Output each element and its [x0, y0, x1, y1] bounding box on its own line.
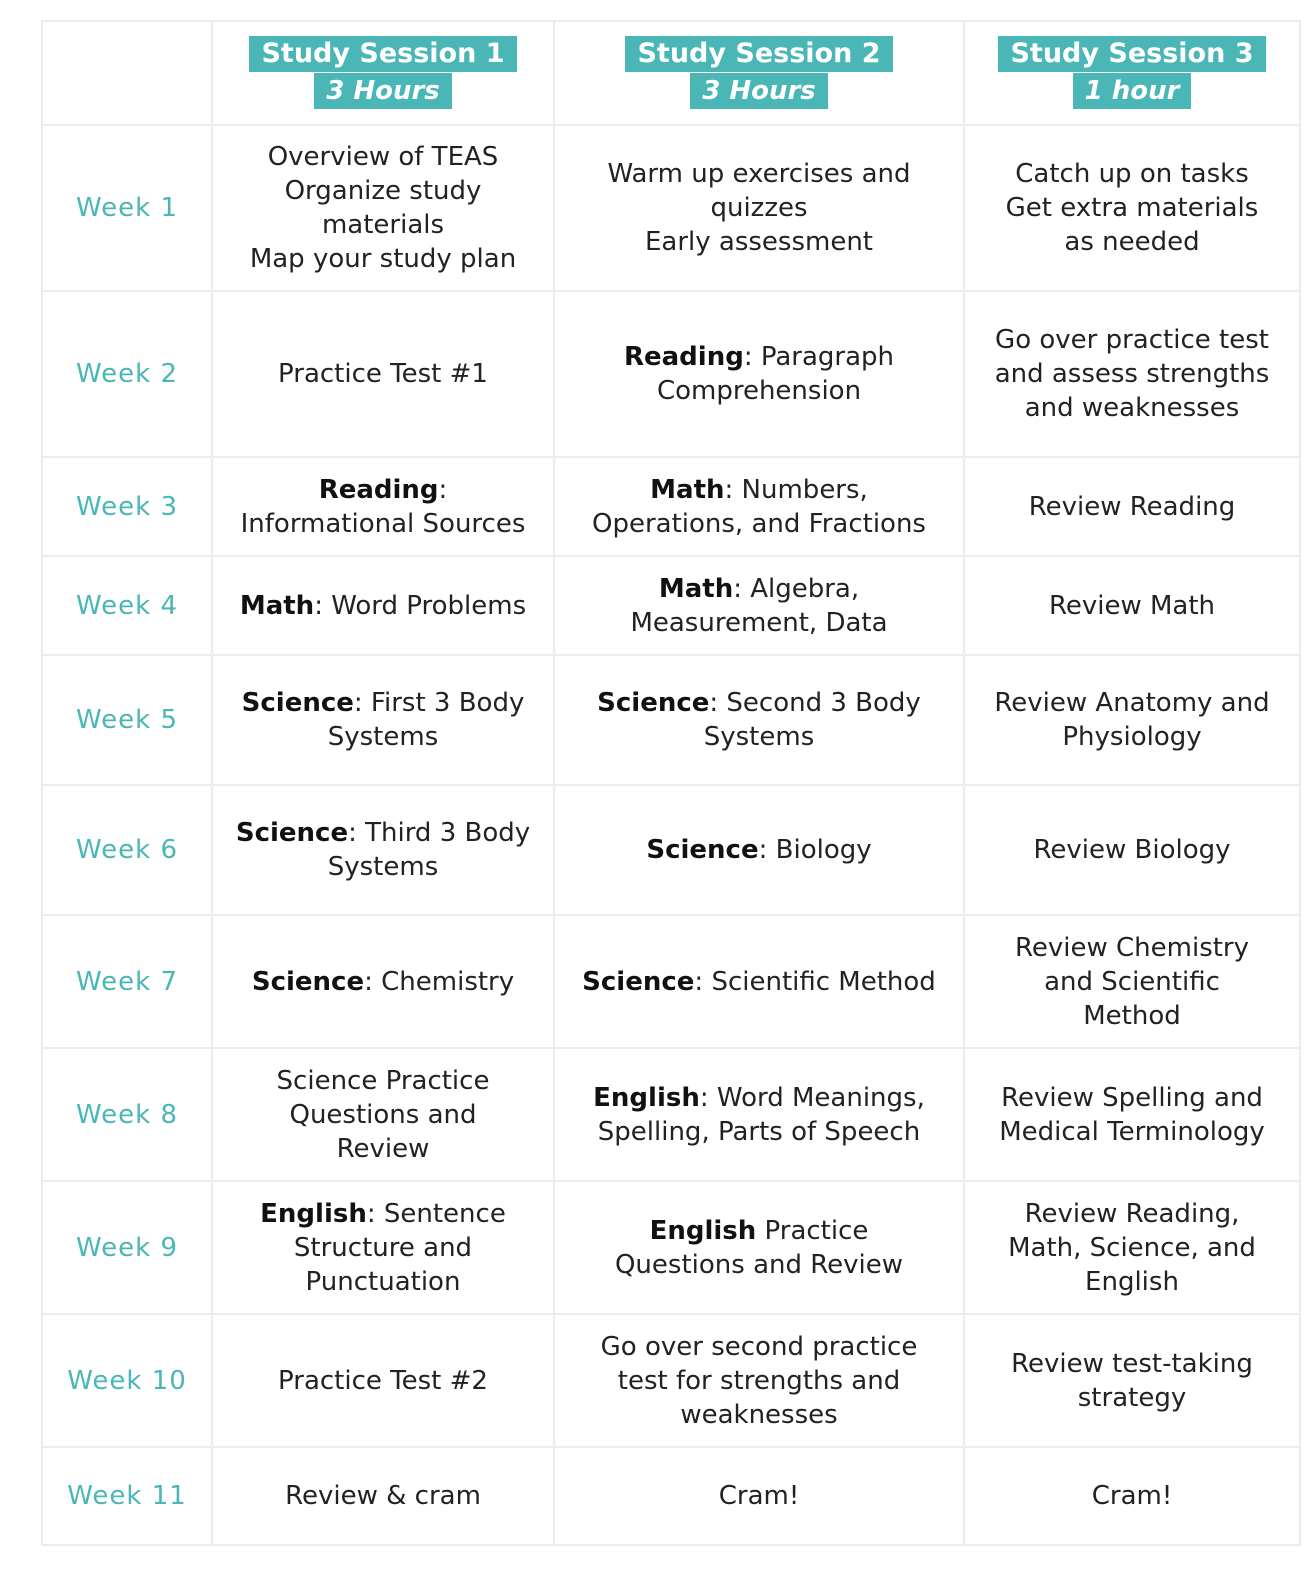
session-2-cell — [554, 291, 964, 457]
week-label: Week 9 — [42, 1181, 212, 1314]
cell-content — [563, 686, 955, 754]
task-text: Practice Questions and Review — [614, 1215, 904, 1280]
subject-label: Science — [646, 835, 759, 865]
cell-content — [563, 157, 955, 259]
week-label: Week 6 — [42, 785, 212, 915]
session-2-cell — [554, 125, 964, 291]
task-text: Review Chemistry and Scientific Method — [1014, 932, 1250, 1031]
cell-content — [973, 833, 1291, 867]
subject-label: English — [260, 1198, 367, 1229]
week-label: Week 3 — [42, 457, 212, 556]
subject-label: Reading — [318, 474, 439, 505]
task-text: Review Reading, Math, Science, and English — [1008, 1198, 1256, 1297]
task-text: : Second 3 Body Systems — [703, 688, 921, 752]
session-duration: 1 hour — [1073, 73, 1192, 109]
session-3-cell — [964, 1048, 1300, 1181]
week-label: Week 8 — [42, 1048, 212, 1181]
subject-label: Reading — [623, 342, 744, 372]
task-text: Go over practice test and assess strengths and weaknesses — [994, 325, 1270, 423]
week-row — [42, 1181, 1300, 1314]
study-schedule-table — [41, 20, 1301, 1546]
task-text: Practice Test #2 — [278, 1365, 488, 1396]
week-label: Week 5 — [42, 655, 212, 785]
week-row — [42, 556, 1300, 655]
session-1-cell — [212, 457, 554, 556]
week-label: Week 1 — [42, 125, 212, 291]
session-3-cell — [964, 1447, 1300, 1545]
session-1-cell — [212, 125, 554, 291]
session-1-cell — [212, 915, 554, 1048]
week-row — [42, 1447, 1300, 1545]
cell-content — [221, 589, 545, 623]
session-duration: 3 Hours — [690, 73, 828, 109]
session-1-cell — [212, 556, 554, 655]
subject-label: Science — [251, 966, 365, 997]
task-text: Cram! — [718, 1481, 800, 1511]
subject-label: Science — [241, 688, 354, 718]
session-3-cell — [964, 1181, 1300, 1314]
subject-label: Math — [658, 573, 734, 604]
cell-content — [563, 1214, 955, 1282]
cell-content — [563, 572, 955, 640]
week-row — [42, 915, 1300, 1048]
cell-content — [973, 589, 1291, 623]
cell-content — [973, 323, 1291, 425]
week-label: Week 4 — [42, 556, 212, 655]
session-3-cell — [964, 785, 1300, 915]
task-text: : Scientific Method — [694, 966, 936, 997]
corner-cell — [42, 21, 212, 125]
cell-content — [563, 1081, 955, 1149]
task-text: : Numbers, Operations, and Fractions — [592, 474, 926, 539]
task-text: : Biology — [758, 835, 872, 865]
cell-content — [563, 1479, 955, 1513]
cell-content — [973, 1347, 1291, 1415]
cell-content — [221, 1197, 545, 1299]
subject-label: Math — [239, 590, 315, 621]
cell-content — [973, 1479, 1291, 1513]
cell-content — [221, 1364, 545, 1398]
cell-content — [221, 686, 545, 754]
task-text: : Informational Sources — [240, 474, 526, 539]
cell-content — [563, 965, 955, 999]
task-text: Review Spelling and Medical Terminology — [999, 1082, 1265, 1147]
week-label: Week 10 — [42, 1314, 212, 1447]
session-3-cell — [964, 125, 1300, 291]
session-title: Study Session 1 — [249, 36, 516, 72]
cell-content — [973, 931, 1291, 1033]
task-text: Review & cram — [285, 1481, 481, 1511]
subject-label: Science — [582, 966, 695, 997]
subject-label: Science — [235, 818, 349, 848]
task-text: Cram! — [1091, 1481, 1173, 1511]
session-header — [554, 21, 964, 125]
week-row — [42, 655, 1300, 785]
session-1-cell — [212, 291, 554, 457]
session-header — [964, 21, 1300, 125]
session-3-cell — [964, 655, 1300, 785]
cell-content — [973, 157, 1291, 259]
task-text: Review Biology — [1033, 835, 1231, 865]
cell-content — [221, 473, 545, 541]
subject-label: Science — [597, 688, 710, 718]
session-2-cell — [554, 655, 964, 785]
cell-content — [563, 1330, 955, 1432]
session-1-cell — [212, 1181, 554, 1314]
session-2-cell — [554, 1181, 964, 1314]
task-text: : Chemistry — [364, 966, 515, 997]
task-text: Catch up on tasks Get extra materials as needed — [1005, 159, 1259, 257]
subject-label: English — [593, 1082, 700, 1113]
week-row — [42, 457, 1300, 556]
session-3-cell — [964, 915, 1300, 1048]
task-text: : First 3 Body Systems — [327, 688, 525, 752]
session-2-cell — [554, 457, 964, 556]
task-text: : Third 3 Body Systems — [327, 818, 531, 882]
cell-content — [973, 1081, 1291, 1149]
task-text: : Word Meanings, Spelling, Parts of Speech — [597, 1082, 925, 1147]
session-3-cell — [964, 556, 1300, 655]
task-text: Review Math — [1048, 590, 1216, 621]
week-row — [42, 1048, 1300, 1181]
session-1-cell — [212, 655, 554, 785]
session-1-cell — [212, 785, 554, 915]
cell-content — [221, 1064, 545, 1166]
session-3-cell — [964, 1314, 1300, 1447]
cell-content — [221, 965, 545, 999]
task-text: : Algebra, Measurement, Data — [630, 573, 888, 638]
session-duration: 3 Hours — [314, 73, 452, 109]
session-title: Study Session 2 — [625, 36, 892, 72]
session-title: Study Session 3 — [998, 36, 1265, 72]
session-2-cell — [554, 1447, 964, 1545]
subject-label: English — [649, 1215, 757, 1246]
week-row — [42, 291, 1300, 457]
header-row — [42, 21, 1300, 125]
cell-content — [221, 140, 545, 276]
session-1-cell — [212, 1048, 554, 1181]
cell-content — [973, 490, 1291, 524]
week-label: Week 2 — [42, 291, 212, 457]
session-2-cell — [554, 1048, 964, 1181]
week-row — [42, 125, 1300, 291]
cell-content — [973, 1197, 1291, 1299]
cell-content — [973, 686, 1291, 754]
cell-content — [563, 833, 955, 867]
week-label: Week 11 — [42, 1447, 212, 1545]
task-text: Go over second practice test for strengths and weaknesses — [600, 1331, 918, 1430]
cell-content — [221, 1479, 545, 1513]
session-1-cell — [212, 1314, 554, 1447]
task-text: : Word Problems — [314, 590, 527, 621]
task-text: Review Anatomy and Physiology — [994, 688, 1270, 752]
subject-label: Math — [650, 474, 725, 505]
session-2-cell — [554, 556, 964, 655]
task-text: Overview of TEAS Organize study materials Map your study plan — [249, 142, 517, 274]
task-text: Science Practice Questions and Review — [276, 1065, 490, 1164]
cell-content — [563, 340, 955, 408]
session-1-cell — [212, 1447, 554, 1545]
session-3-cell — [964, 457, 1300, 556]
session-3-cell — [964, 291, 1300, 457]
cell-content — [563, 473, 955, 541]
week-label: Week 7 — [42, 915, 212, 1048]
week-row — [42, 785, 1300, 915]
cell-content — [221, 357, 545, 391]
task-text: Warm up exercises and quizzes Early assessment — [607, 159, 911, 257]
session-2-cell — [554, 915, 964, 1048]
task-text: : Paragraph Comprehension — [656, 342, 895, 406]
task-text: Review test-taking strategy — [1011, 1348, 1253, 1413]
task-text: Practice Test #1 — [278, 359, 488, 389]
task-text: Review Reading — [1028, 491, 1236, 522]
task-text: : Sentence Structure and Punctuation — [293, 1198, 506, 1297]
session-2-cell — [554, 785, 964, 915]
week-row — [42, 1314, 1300, 1447]
session-2-cell — [554, 1314, 964, 1447]
session-header — [212, 21, 554, 125]
cell-content — [221, 816, 545, 884]
